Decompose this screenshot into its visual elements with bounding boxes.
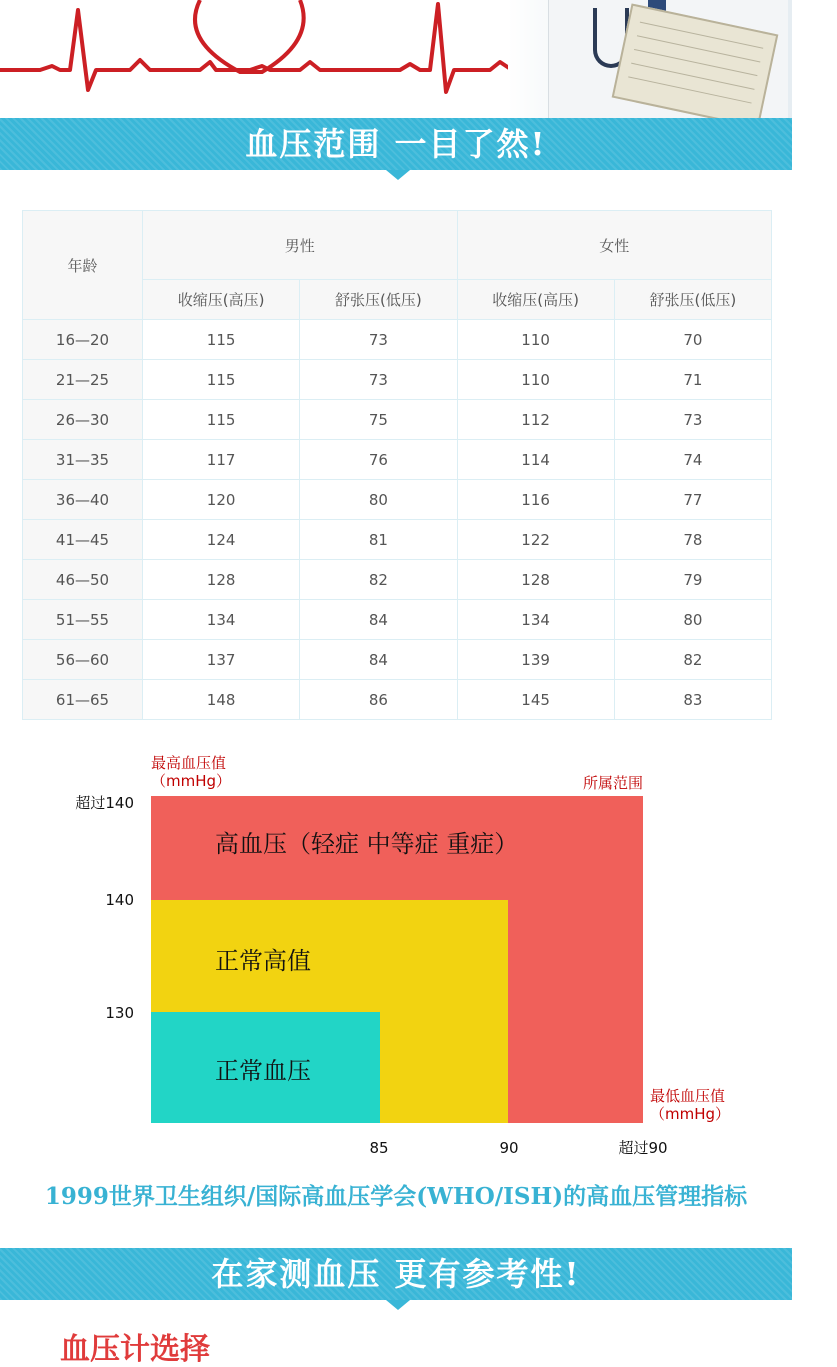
pressure-value-cell: 79	[614, 560, 771, 600]
age-range-cell: 31—35	[23, 440, 143, 480]
chart-svg	[0, 740, 792, 1170]
female-systolic-header: 收缩压(高压)	[457, 280, 614, 320]
age-range-cell: 41—45	[23, 520, 143, 560]
table-row	[23, 680, 772, 720]
banner-notch-bottom	[386, 1300, 410, 1310]
x-tick-label: 85	[369, 1139, 389, 1157]
age-range-cell: 46—50	[23, 560, 143, 600]
banner-notch	[386, 170, 410, 180]
x-tick-label: 超过90	[618, 1139, 668, 1157]
x-axis-label-unit: （mmHg）	[650, 1105, 731, 1123]
y-tick-label: 超过140	[75, 794, 134, 812]
pressure-value-cell: 73	[300, 320, 457, 360]
pressure-value-cell: 139	[457, 640, 614, 680]
pressure-value-cell: 82	[300, 560, 457, 600]
male-systolic-header: 收缩压(高压)	[143, 280, 300, 320]
table-row	[23, 440, 772, 480]
pressure-value-cell: 110	[457, 320, 614, 360]
section-banner-home	[0, 1248, 792, 1300]
table-row	[23, 560, 772, 600]
table-row	[23, 480, 772, 520]
blood-pressure-table	[22, 210, 772, 720]
table-row	[23, 400, 772, 440]
banner-title: 血压范围 一目了然!	[245, 125, 547, 163]
bp-classification-chart	[0, 740, 792, 1170]
pressure-value-cell: 115	[143, 320, 300, 360]
y-axis-label-unit: （mmHg）	[151, 772, 232, 790]
age-range-cell: 51—55	[23, 600, 143, 640]
pressure-value-cell: 76	[300, 440, 457, 480]
pressure-value-cell: 78	[614, 520, 771, 560]
region-label: 正常高值	[215, 947, 311, 975]
section-banner-range	[0, 118, 792, 170]
pressure-value-cell: 137	[143, 640, 300, 680]
pressure-value-cell: 116	[457, 480, 614, 520]
pressure-value-cell: 86	[300, 680, 457, 720]
pressure-value-cell: 84	[300, 600, 457, 640]
pressure-value-cell: 73	[614, 400, 771, 440]
table-row	[23, 640, 772, 680]
pressure-value-cell: 112	[457, 400, 614, 440]
pressure-value-cell: 82	[614, 640, 771, 680]
pressure-value-cell: 83	[614, 680, 771, 720]
female-header: 女性	[457, 211, 772, 280]
table-row	[23, 360, 772, 400]
doctor-icon	[508, 0, 792, 118]
pressure-value-cell: 84	[300, 640, 457, 680]
pressure-value-cell: 71	[614, 360, 771, 400]
pressure-value-cell: 117	[143, 440, 300, 480]
age-range-cell: 26—30	[23, 400, 143, 440]
table-row	[23, 320, 772, 360]
y-tick-label: 140	[105, 891, 134, 909]
age-header: 年龄	[23, 211, 143, 320]
table-row	[23, 600, 772, 640]
pressure-value-cell: 77	[614, 480, 771, 520]
region-label: 正常血压	[215, 1057, 311, 1085]
pressure-value-cell: 128	[457, 560, 614, 600]
y-axis-label: 最高血压值	[151, 754, 227, 772]
male-diastolic-header: 舒张压(低压)	[300, 280, 457, 320]
y-tick-label: 130	[105, 1004, 134, 1022]
hero-image	[0, 0, 792, 118]
heart-ecg-graphic	[0, 0, 520, 118]
pressure-value-cell: 73	[300, 360, 457, 400]
x-axis-label: 最低血压值	[650, 1087, 726, 1105]
pressure-value-cell: 120	[143, 480, 300, 520]
age-range-cell: 16—20	[23, 320, 143, 360]
pressure-value-cell: 81	[300, 520, 457, 560]
female-diastolic-header: 舒张压(低压)	[614, 280, 771, 320]
x-tick-label: 90	[499, 1139, 519, 1157]
age-range-cell: 56—60	[23, 640, 143, 680]
ecg-line	[0, 4, 512, 92]
pressure-value-cell: 134	[457, 600, 614, 640]
age-range-cell: 21—25	[23, 360, 143, 400]
pressure-value-cell: 115	[143, 360, 300, 400]
pressure-value-cell: 74	[614, 440, 771, 480]
pressure-value-cell: 122	[457, 520, 614, 560]
pressure-value-cell: 145	[457, 680, 614, 720]
chart-caption: 1999世界卫生组织/国际高血压学会(WHO/ISH)的高血压管理指标	[44, 1183, 748, 1210]
pressure-value-cell: 80	[614, 600, 771, 640]
pressure-value-cell: 80	[300, 480, 457, 520]
pressure-value-cell: 114	[457, 440, 614, 480]
pressure-value-cell: 148	[143, 680, 300, 720]
next-section-title: 血压计选择	[60, 1332, 210, 1367]
corner-label: 所属范围	[582, 774, 643, 792]
male-header: 男性	[143, 211, 458, 280]
region-label: 高血压（轻症 中等症 重症）	[215, 830, 519, 858]
banner-title-bottom: 在家测血压 更有参考性!	[211, 1255, 581, 1293]
table-row	[23, 520, 772, 560]
pressure-value-cell: 134	[143, 600, 300, 640]
age-range-cell: 61—65	[23, 680, 143, 720]
pressure-value-cell: 75	[300, 400, 457, 440]
pressure-value-cell: 110	[457, 360, 614, 400]
table-body	[23, 320, 772, 720]
age-range-cell: 36—40	[23, 480, 143, 520]
pressure-value-cell: 70	[614, 320, 771, 360]
pressure-value-cell: 124	[143, 520, 300, 560]
pressure-value-cell: 115	[143, 400, 300, 440]
pressure-value-cell: 128	[143, 560, 300, 600]
